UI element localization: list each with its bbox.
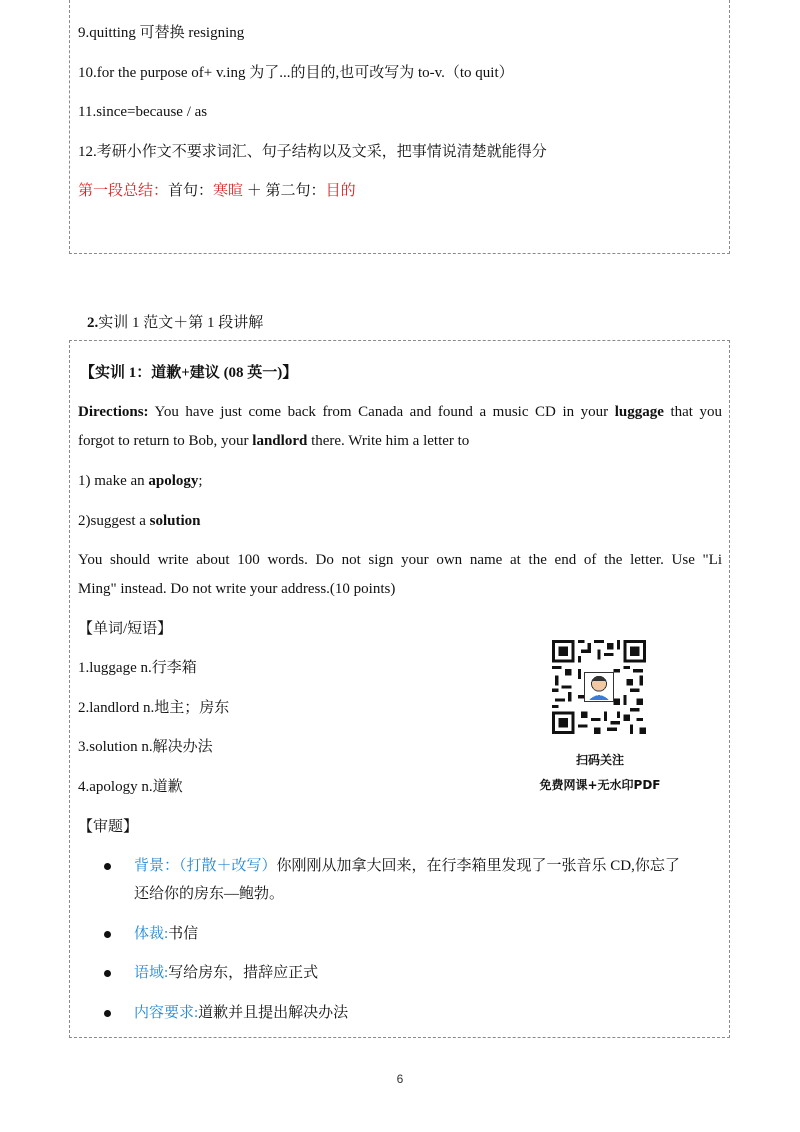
directions-line-2 bbox=[78, 431, 469, 451]
summary-second-value: 目的 bbox=[325, 183, 356, 199]
requirement-2 bbox=[78, 511, 201, 531]
bullet-dot-icon bbox=[104, 863, 111, 870]
section-heading-num: 2. bbox=[87, 315, 99, 331]
note-item-10: 10.for the purpose of+ v.ing 为了...的目的,也可改写为 to-v.（to quit） bbox=[78, 65, 514, 81]
section-heading bbox=[87, 313, 263, 333]
req1-word: apology bbox=[148, 473, 199, 489]
bullet-text-register: 写给房东，措辞应正式 bbox=[168, 965, 319, 981]
bullet-label-genre: 体裁: bbox=[134, 926, 169, 942]
bullet-text-requirements: 道歉并且提出解决办法 bbox=[198, 1005, 349, 1021]
task-note-line-2: Ming" instead. Do not write your address.(10 points) bbox=[78, 581, 396, 597]
bullet-dot-icon bbox=[104, 970, 111, 977]
analysis-bullet-background-cont: 还给你的房东—鲍勃。 bbox=[134, 886, 285, 902]
task-title-open: 【实训 1：道歉+建议 bbox=[80, 365, 224, 381]
bullet-label-background: 背景：（打散＋改写） bbox=[134, 858, 277, 874]
task-note-line-1: You should write about 100 words. Do not sign your own name at the end of the letter. Use "Li bbox=[78, 552, 722, 568]
bullet-text-background: 你刚刚从加拿大回来，在行李箱里发现了一张音乐 CD,你忘了 bbox=[276, 858, 680, 874]
note-item-12: 12.考研小作文不要求词汇、句子结构以及文采，把事情说清楚就能得分 bbox=[78, 144, 547, 160]
req2-word: solution bbox=[149, 513, 201, 529]
directions-text-1: You have just come back from Canada and found a music CD in your bbox=[148, 404, 615, 420]
vocab-item: 3.solution n.解决办法 bbox=[78, 739, 213, 755]
vocab-item: 1.luggage n.行李箱 bbox=[78, 660, 197, 676]
vocab-header: 【单词/短语】 bbox=[78, 621, 173, 637]
qr-caption-follow: 扫码关注 bbox=[575, 753, 624, 767]
task-title-close: 】 bbox=[282, 365, 298, 381]
task-title-code: (08 英一) bbox=[223, 365, 283, 381]
qr-code-image bbox=[552, 640, 646, 734]
directions-line-1 bbox=[78, 402, 722, 422]
req1-suffix: ; bbox=[198, 473, 203, 489]
page-number: 6 bbox=[396, 1072, 404, 1086]
analysis-bullet-background bbox=[134, 855, 680, 877]
bullet-dot-icon bbox=[104, 931, 111, 938]
analysis-bullet-genre bbox=[134, 923, 198, 945]
summary-first-value: 寒暄 bbox=[213, 183, 244, 199]
section-heading-text: 实训 1 范文＋第 1 段讲解 bbox=[98, 315, 264, 331]
req2-prefix: 2)suggest a bbox=[78, 513, 150, 529]
directions-label: Directions: bbox=[78, 404, 149, 420]
bullet-text-genre: 书信 bbox=[168, 926, 199, 942]
directions-text-4: there. Write him a letter to bbox=[307, 433, 470, 449]
bullet-label-requirements: 内容要求: bbox=[134, 1005, 199, 1021]
analysis-header: 【审题】 bbox=[78, 819, 139, 835]
bullet-dot-icon bbox=[104, 1010, 111, 1017]
task-title bbox=[80, 363, 297, 383]
req1-prefix: 1) make an bbox=[78, 473, 149, 489]
directions-text-3: forgot to return to Bob, your bbox=[78, 433, 253, 449]
paragraph-summary bbox=[78, 181, 356, 201]
directions-text-2: that you bbox=[663, 404, 722, 420]
vocab-item: 2.landlord n.地主；房东 bbox=[78, 700, 230, 716]
vocab-item: 4.apology n.道歉 bbox=[78, 779, 183, 795]
bullet-label-register: 语域: bbox=[134, 965, 169, 981]
summary-first: 首句： bbox=[168, 183, 214, 199]
summary-plus: ＋ 第二句： bbox=[243, 183, 326, 199]
directions-word-luggage: luggage bbox=[614, 404, 664, 420]
analysis-bullet-requirements bbox=[134, 1002, 348, 1024]
analysis-bullet-register bbox=[134, 962, 318, 984]
requirement-1 bbox=[78, 471, 203, 491]
note-item-9: 9.quitting 可替换 resigning bbox=[78, 25, 245, 41]
directions-word-landlord: landlord bbox=[252, 433, 308, 449]
summary-label: 第一段总结： bbox=[78, 183, 169, 199]
note-item-11: 11.since=because / as bbox=[78, 104, 208, 120]
qr-caption-offer: 免费网课+无水印PDF bbox=[539, 778, 661, 792]
